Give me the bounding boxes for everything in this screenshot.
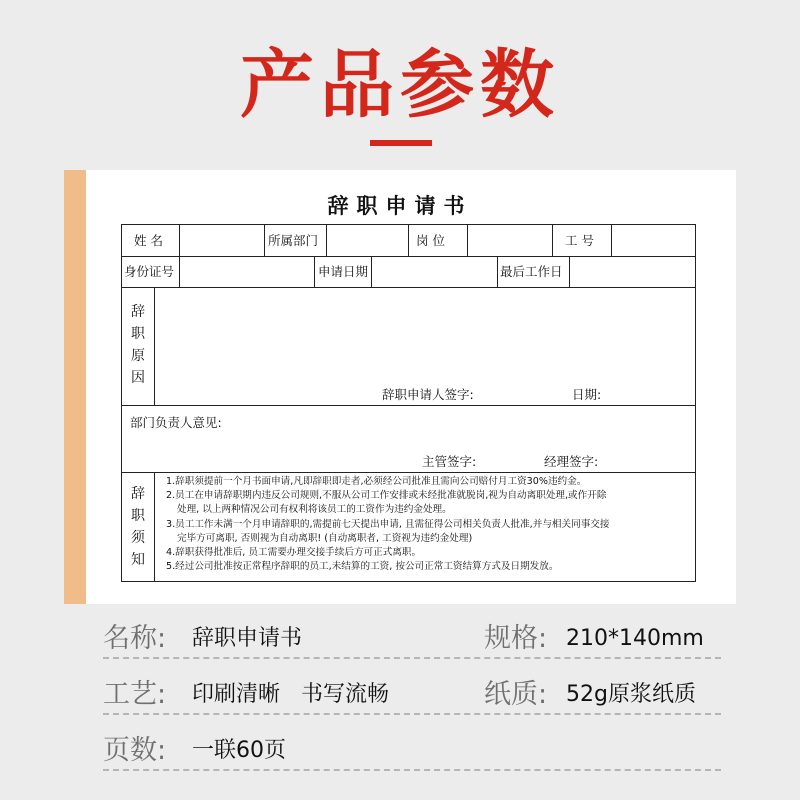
spec-size-label: 规格: <box>484 623 548 654</box>
notice-item: 1.辞职须提前一个月书面申请,凡即辞职即走者,必须经公司批准且需向公司赔付月工资30%违约金。 <box>166 476 587 487</box>
notice-item: 4.辞职获得批准后, 员工需要办理交接手续后方可正式离职。 <box>166 547 422 559</box>
spec-divider <box>103 657 721 659</box>
col-divider <box>371 256 372 287</box>
spec-paper-value: 52g原浆纸质 <box>566 682 696 707</box>
col-divider <box>408 225 409 256</box>
row-divider <box>122 472 695 473</box>
notice-item: 5.经过公司批准按正常程序辞职的员工,未结算的工资, 按公司正常工资结算方式及日期发放。 <box>166 561 559 573</box>
spec-size-value: 210*140mm <box>566 626 704 651</box>
col-divider <box>314 256 315 287</box>
spec-paper-label: 纸质: <box>484 679 548 710</box>
dept-opinion-label: 部门负责人意见: <box>130 415 222 430</box>
label-apply-date: 申请日期 <box>318 264 369 279</box>
col-divider <box>179 225 180 256</box>
date-label: 日期: <box>572 387 602 402</box>
notice-item: 3.员工工作未满一个月申请辞职的,需提前七天提出申请, 且需征得公司相关负责人批准,并与相关同事交接 <box>166 518 610 530</box>
resignation-form <box>121 224 696 582</box>
notice-item: 完毕方可离职, 否则视为自动离职! (自动离职者, 工资视为违约金处理) <box>177 532 473 544</box>
spec-craft-value: 印刷清晰 书写流畅 <box>192 682 389 707</box>
row-divider <box>122 287 695 288</box>
notice-item: 2.员工在申请辞职期内违反公司规则,不服从公司工作安排或未经批准就脱岗,视为自动离职处理,或作开除 <box>166 490 607 502</box>
row-divider <box>122 405 695 406</box>
title-underline <box>370 140 432 146</box>
label-job-number: 工 号 <box>565 233 594 248</box>
manager-signature-label: 经理签字: <box>544 454 599 469</box>
col-divider <box>611 225 612 256</box>
col-divider <box>264 225 265 256</box>
form-title: 辞职申请书 <box>327 194 473 218</box>
notice-label: 辞 职 须 知 <box>131 486 145 568</box>
notice-item: 处理, 以上两种情况公司有权利将该员工的工资作为违约金处理。 <box>177 504 452 516</box>
col-divider <box>179 256 180 287</box>
notice-list <box>166 475 696 574</box>
col-divider <box>154 287 155 405</box>
spec-divider <box>103 769 721 771</box>
page-title: 产品参数 <box>240 42 560 128</box>
reason-label: 辞 职 原 因 <box>131 304 145 386</box>
col-divider <box>467 225 468 256</box>
col-divider <box>497 256 498 287</box>
label-department: 所属部门 <box>268 233 319 248</box>
col-divider <box>326 225 327 256</box>
col-divider <box>154 472 155 582</box>
spec-divider <box>103 713 721 715</box>
spec-pages-value: 一联60页 <box>192 738 286 763</box>
spec-craft-label: 工艺: <box>103 679 167 710</box>
label-position: 岗 位 <box>416 233 445 248</box>
applicant-signature-label: 辞职申请人签字: <box>382 387 474 402</box>
spec-name-label: 名称: <box>103 623 167 654</box>
label-last-workday: 最后工作日 <box>500 264 563 279</box>
supervisor-signature-label: 主管签字: <box>422 454 477 469</box>
label-id-number: 身份证号 <box>124 264 175 279</box>
label-name: 姓 名 <box>134 233 163 248</box>
col-divider <box>569 256 570 287</box>
row-divider <box>122 256 695 257</box>
sheet-accent-bar <box>64 170 86 604</box>
spec-pages-label: 页数: <box>103 735 167 766</box>
col-divider <box>552 225 553 256</box>
spec-name-value: 辞职申请书 <box>192 626 303 651</box>
